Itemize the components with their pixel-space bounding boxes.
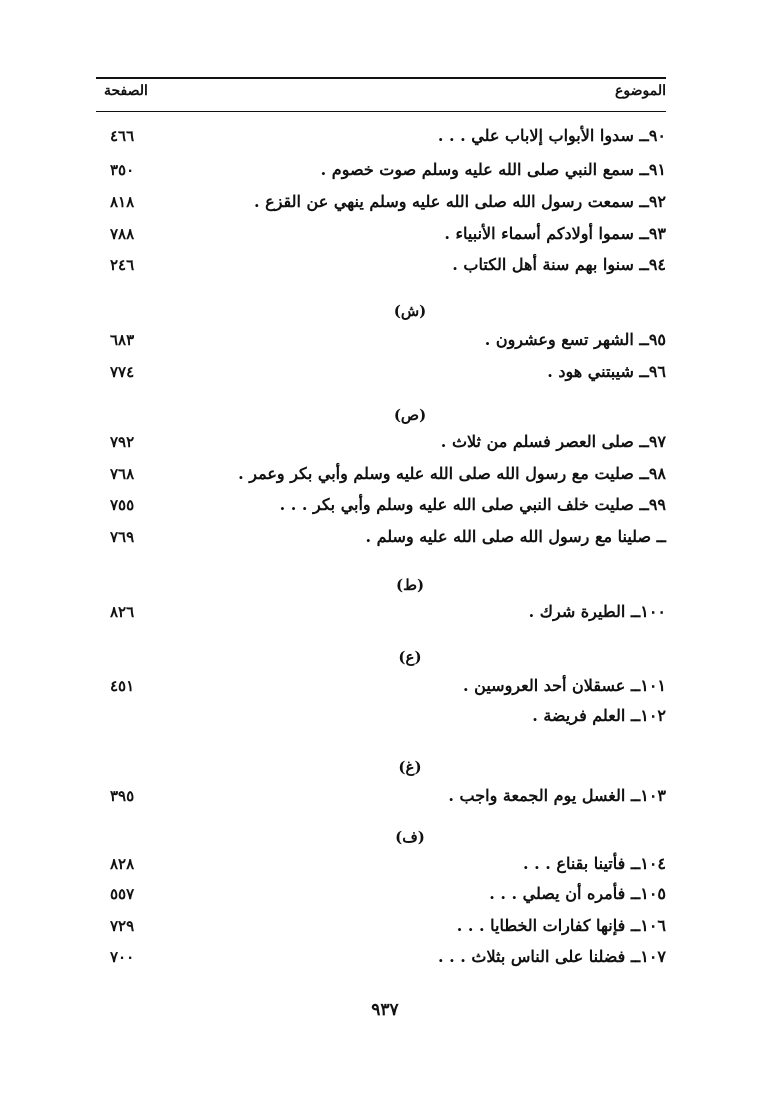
entry-title: ١٠٧ــ فضلنا على الناس بثلاث . . . [437,947,666,966]
entry-page-number: ٨٢٦ [110,603,135,621]
entry-title: ١٠٤ــ فأتينا بقناع . . . [522,854,666,873]
entry-title: ١٠١ــ عسقلان أحد العروسين . [463,676,666,695]
index-entry [96,704,666,732]
entry-page-number: ٧٨٨ [110,225,135,243]
page-column-header: الصفحة [104,83,148,99]
index-entry [96,360,666,388]
index-entry [96,253,666,281]
index-entry [96,784,666,812]
entry-page-number: ٣٩٥ [110,787,135,805]
entry-title: ١٠٣ــ الغسل يوم الجمعة واجب . [448,786,666,805]
index-entry [96,945,666,973]
section-letter-heading: (ص) [393,406,427,424]
entry-page-number: ٧٧٤ [110,363,135,381]
header-rule-bottom [96,111,666,112]
index-entry [96,222,666,250]
entry-title: ٩٩ــ صليت خلف النبي صلى الله عليه وسلم وأبي بكر . . . [279,495,666,514]
entry-title: ٩٤ــ سنوا بهم سنة أهل الكتاب . [452,255,666,274]
entry-page-number: ٨٢٨ [110,855,135,873]
index-entry [96,674,666,702]
index-entry [96,190,666,218]
entry-page-number: ٧٦٩ [110,528,135,546]
index-entry [96,600,666,628]
section-letter-heading: (غ) [398,758,422,776]
entry-page-number: ٤٦٦ [110,127,135,145]
index-entry [96,430,666,458]
index-entry [96,914,666,942]
entry-title: ٩٨ــ صليت مع رسول الله صلى الله عليه وسلم وأبي بكر وعمر . [238,464,666,483]
entry-page-number: ٦٨٣ [110,331,135,349]
entry-title: ٩٧ــ صلى العصر فسلم من ثلاث . [440,432,666,451]
entry-title: ٩٢ــ سمعت رسول الله صلى الله عليه وسلم ينهي عن القزع . [254,192,666,211]
entry-title: ٩١ــ سمع النبي صلى الله عليه وسلم صوت خصوم . [320,160,666,179]
entry-page-number: ٥٥٧ [110,885,135,903]
entry-page-number: ٧٢٩ [110,917,135,935]
entry-page-number: ٢٤٦ [110,256,135,274]
entry-page-number: ٧٩٢ [110,433,135,451]
section-letter-heading: (ف) [395,828,425,846]
index-entry [96,493,666,521]
entry-page-number: ٧٠٠ [110,948,135,966]
index-entry [96,882,666,910]
index-entry [96,525,666,553]
index-entry [96,124,666,152]
entry-title: ٩٠ــ سدوا الأبواب إلاباب علي . . . [437,126,666,145]
entry-page-number: ٤٥١ [110,677,135,695]
topic-column-header: الموضوع [615,83,666,99]
entry-title: ــ صلينا مع رسول الله صلى الله عليه وسلم . [365,527,666,546]
section-letter-heading: (ش) [393,302,427,320]
index-entry [96,852,666,880]
entry-page-number: ٧٦٨ [110,465,135,483]
section-letter-heading: (ع) [398,648,422,666]
entry-page-number: ٨١٨ [110,193,135,211]
index-entry [96,158,666,186]
index-entry [96,328,666,356]
header-rule-top [96,77,666,79]
entry-title: ٩٥ــ الشهر تسع وعشرون . [484,330,666,349]
entry-title: ١٠٥ــ فأمره أن يصلي . . . [489,884,666,903]
entry-title: ١٠٦ــ فإنها كفارات الخطايا . . . [456,916,666,935]
index-entry [96,462,666,490]
entry-page-number: ٣٥٠ [110,161,135,179]
section-letter-heading: (ط) [395,576,425,594]
entry-title: ٩٦ــ شيبتني هود . [547,362,666,381]
page-folio-number: ٩٣٧ [371,1000,399,1020]
entry-title: ٩٣ــ سموا أولادكم أسماء الأنبياء . [444,224,666,243]
entry-title: ١٠٠ــ الطيرة شرك . [528,602,666,621]
entry-page-number: ٧٥٥ [110,496,135,514]
entry-title: ١٠٢ــ العلم فريضة . [532,706,666,725]
